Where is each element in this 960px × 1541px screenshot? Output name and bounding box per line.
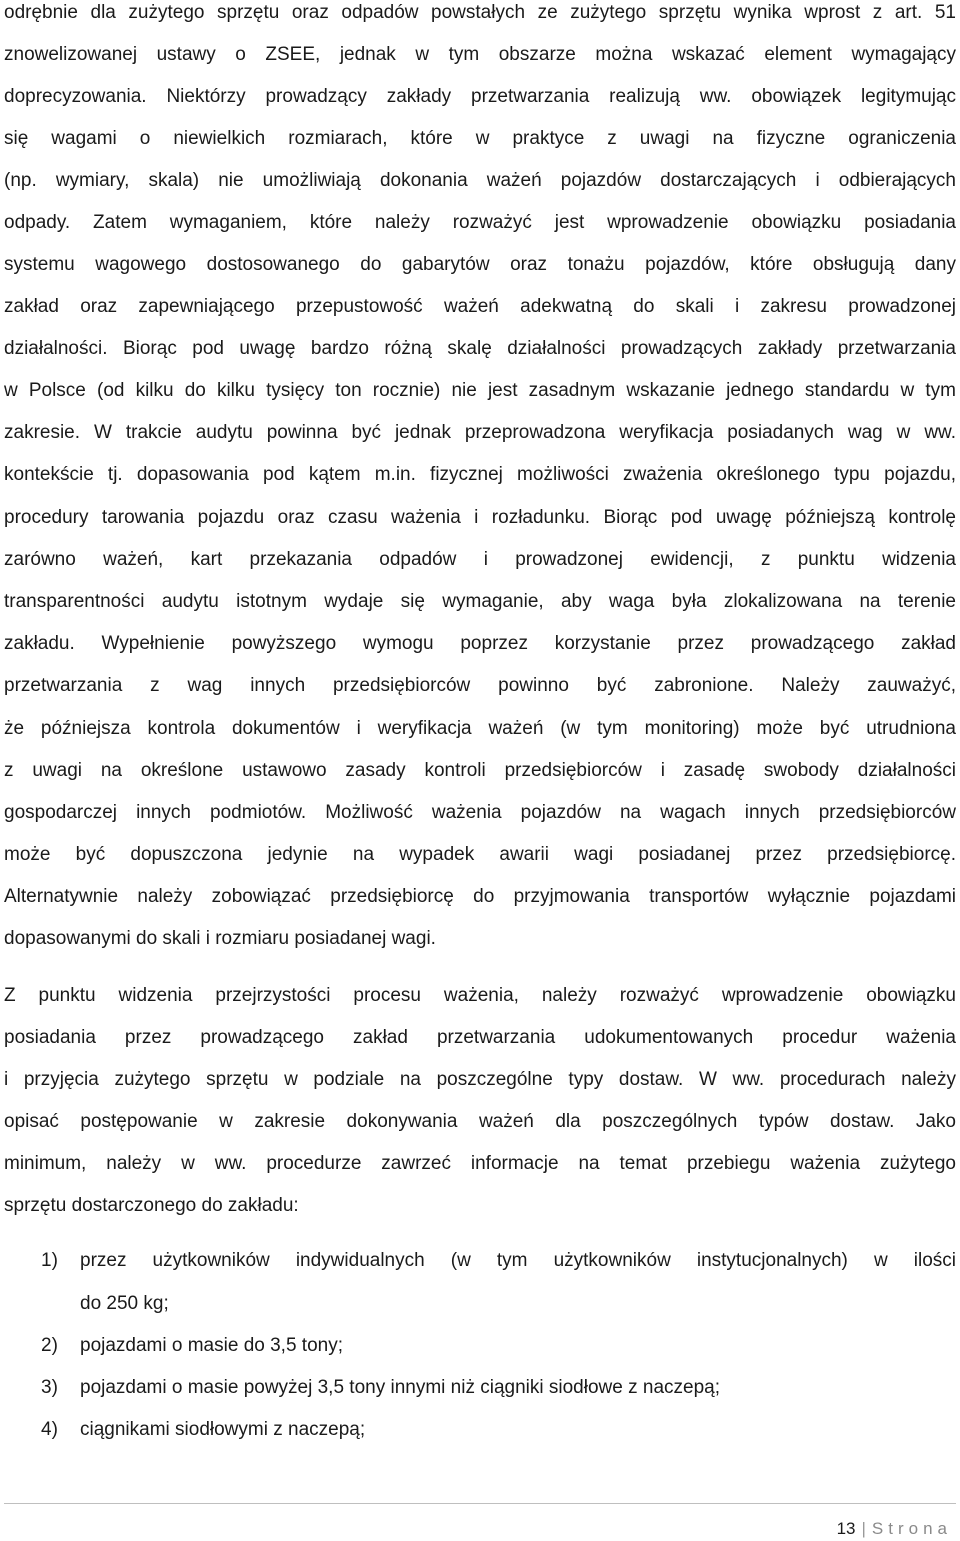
paragraph-2-line: opisać postępowanie w zakresie dokonywania ważeń dla poszczególnych typów dostaw. Jako [4, 1111, 956, 1132]
paragraph-1-line: kontekście tj. dopasowania pod kątem m.in. fizycznej możliwości zważenia określonego typu pojazdu, [4, 464, 956, 485]
paragraph-2-line: posiadania przez prowadzącego zakład przetwarzania udokumentowanych procedur ważenia [4, 1027, 956, 1048]
list-item-text: pojazdami o masie powyżej 3,5 tony innymi niż ciągniki siodłowe z naczepą; [80, 1377, 720, 1398]
page-footer [837, 1518, 952, 1540]
list-item-number: 3) [41, 1377, 58, 1398]
list-item-number: 4) [41, 1419, 58, 1440]
paragraph-1-line: transparentności audytu istotnym wydaje się wymaganie, aby waga była zlokalizowana na terenie [4, 591, 956, 612]
list-item-number: 1) [41, 1250, 58, 1271]
paragraph-2-line: Z punktu widzenia przejrzystości procesu ważenia, należy rozważyć wprowadzenie obowiązku [4, 985, 956, 1006]
paragraph-1-line: odpady. Zatem wymaganiem, które należy rozważyć jest wprowadzenie obowiązku posiadania [4, 212, 956, 233]
paragraph-1-line: że późniejsza kontrola dokumentów i weryfikacja ważeń (w tym monitoring) może być utrudniona [4, 718, 956, 739]
paragraph-1-line: gospodarczej innych podmiotów. Możliwość ważenia pojazdów na wagach innych przedsiębiorców [4, 802, 956, 823]
paragraph-1-line: działalności. Biorąc pod uwagę bardzo różną skalę działalności prowadzących zakłady przetwarzania [4, 338, 956, 359]
paragraph-1-line: procedury tarowania pojazdu oraz czasu ważenia i rozładunku. Biorąc pod uwagę późniejszą kontrolę [4, 507, 956, 528]
list-item-number: 2) [41, 1335, 58, 1356]
paragraph-1-line: doprecyzowania. Niektórzy prowadzący zakłady przetwarzania realizują ww. obowiązek legitymując [4, 86, 956, 107]
paragraph-1-line: może być dopuszczona jedynie na wypadek awarii wagi posiadanej przez przedsiębiorcę. [4, 844, 956, 865]
paragraph-2-line: i przyjęcia zużytego sprzętu w podziale na poszczególne typy dostaw. W ww. procedurach należy [4, 1069, 956, 1090]
paragraph-1-line: zakład oraz zapewniającego przepustowość ważeń adekwatną do skali i zakresu prowadzonej [4, 296, 956, 317]
paragraph-1-line: w Polsce (od kilku do kilku tysięcy ton rocznie) nie jest zasadnym wskazanie jednego standardu w tym [4, 380, 956, 401]
footer-separator: | [861, 1519, 866, 1538]
page-word: Strona [871, 1519, 952, 1538]
list-item-text: ciągnikami siodłowymi z naczepą; [80, 1419, 366, 1440]
paragraph-1-line: Alternatywnie należy zobowiązać przedsiębiorcę do przyjmowania transportów wyłącznie pojazdami [4, 886, 956, 907]
paragraph-1-line: odrębnie dla zużytego sprzętu oraz odpadów powstałych ze zużytego sprzętu wynika wprost z art. 51 [4, 2, 956, 23]
paragraph-1-line: przetwarzania z wag innych przedsiębiorców powinno być zabronione. Należy zauważyć, [4, 675, 956, 696]
paragraph-1-line: z uwagi na określone ustawowo zasady kontroli przedsiębiorców i zasadę swobody działalności [4, 760, 956, 781]
paragraph-1-line: znowelizowanej ustawy o ZSEE, jednak w tym obszarze można wskazać element wymagający [4, 44, 956, 65]
footer-divider [4, 1503, 956, 1504]
paragraph-1-line: zarówno ważeń, kart przekazania odpadów i prowadzonej ewidencji, z punktu widzenia [4, 549, 956, 570]
paragraph-1-line: (np. wymiary, skala) nie umożliwiają dokonania ważeń pojazdów dostarczających i odbierających [4, 170, 956, 191]
paragraph-1-line: zakładu. Wypełnienie powyższego wymogu poprzez korzystanie przez prowadzącego zakład [4, 633, 956, 654]
paragraph-1-line: dopasowanymi do skali i rozmiaru posiadanej wagi. [4, 928, 436, 949]
paragraph-1-line: się wagami o niewielkich rozmiarach, które w praktyce z uwagi na fizyczne ograniczenia [4, 128, 956, 149]
paragraph-1-line: zakresie. W trakcie audytu powinna być jednak przeprowadzona weryfikacja posiadanych wag w ww. [4, 422, 956, 443]
paragraph-2-line: sprzętu dostarczonego do zakładu: [4, 1195, 299, 1216]
list-item-text: do 250 kg; [80, 1293, 169, 1314]
list-item-text: pojazdami o masie do 3,5 tony; [80, 1335, 343, 1356]
page-number: 13 [836, 1519, 856, 1538]
paragraph-2-line: minimum, należy w ww. procedurze zawrzeć informacje na temat przebiegu ważenia zużytego [4, 1153, 956, 1174]
paragraph-1-line: systemu wagowego dostosowanego do gabarytów oraz tonażu pojazdów, które obsługują dany [4, 254, 956, 275]
list-item-text: przez użytkowników indywidualnych (w tym użytkowników instytucjonalnych) w ilości [80, 1250, 956, 1271]
